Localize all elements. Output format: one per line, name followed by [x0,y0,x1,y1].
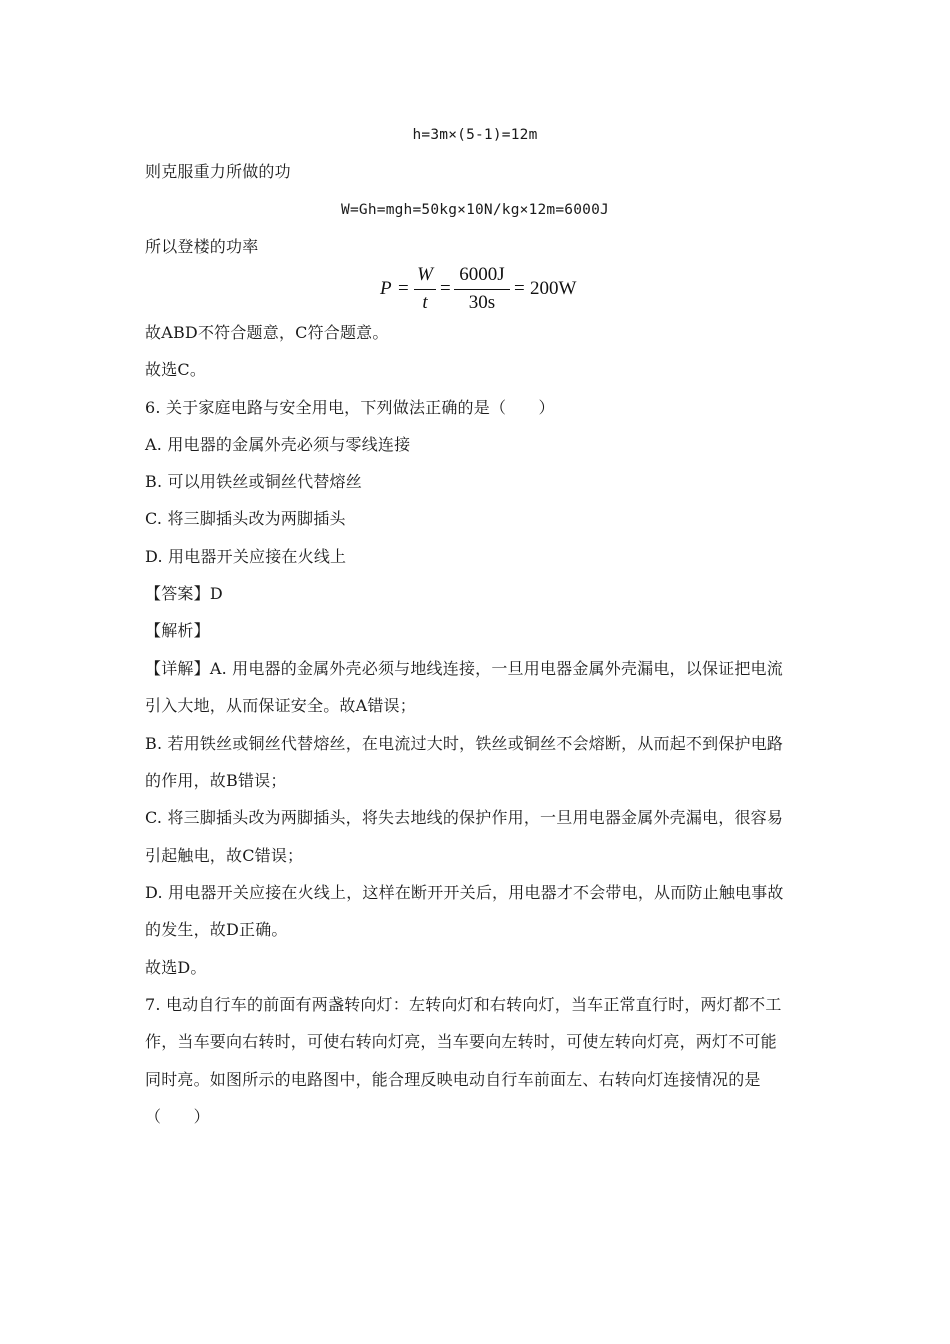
conclusion-text: 故ABD不符合题意，C符合题意。 [145,323,389,342]
question-6-option-d: D. 用电器开关应接在火线上 [145,547,347,566]
detail-line-8: 的发生，故D正确。 [145,920,288,939]
work-equation: W=Gh=mgh=50kg×10N/kg×12m=6000J [341,202,609,218]
question-6-option-a: A. 用电器的金属外壳必须与零线连接 [145,435,411,454]
question-7-stem-2: 作，当车要向右转时，可使右转向灯亮，当车要向左转时，可使左转向灯亮，两灯不可能 [145,1032,777,1051]
answer-line [145,584,815,604]
power-intro: 所以登楼的功率 [145,237,259,256]
question-6-stem: 6. 关于家庭电路与安全用电，下列做法正确的是（ ） [145,398,555,417]
question-6-option-b: B. 可以用铁丝或铜丝代替熔丝 [145,472,362,491]
fraction-denominator: 30s [468,292,496,313]
detail-line-2: 引入大地，从而保证安全。故A错误； [145,696,416,715]
question-7-stem-4: （ ） [145,1107,210,1126]
answer-tag: 【答案】 [145,584,210,603]
fraction-bar-1 [414,289,436,290]
formula-equals-2: = [440,278,451,299]
detail-line-5: C. 将三脚插头改为两脚插头，将失去地线的保护作用，一旦用电器金属外壳漏电，很容易 [145,808,784,827]
detail-line-4: 的作用，故B错误； [145,771,287,790]
choice-c-text: 故选C。 [145,360,207,379]
question-7-stem-1: 7. 电动自行车的前面有两盏转向灯：左转向灯和右转向灯，当车正常直行时，两灯都不工 [145,995,782,1014]
fraction-bar-2 [454,289,510,290]
question-6-option-c: C. 将三脚插头改为两脚插头 [145,509,346,528]
fraction-w-over-t [414,264,436,314]
choice-d-text: 故选D。 [145,958,207,977]
formula-p: P [380,278,392,299]
detail-line-1 [145,659,815,679]
fraction-value [454,264,510,314]
height-equation: h=3m×(5-1)=12m [412,127,538,143]
question-7-stem-3: 同时亮。如图所示的电路图中，能合理反映电动自行车前面左、右转向灯连接情况的是 [145,1070,761,1089]
work-intro: 则克服重力所做的功 [145,162,291,181]
formula-equals-1: = [398,278,409,299]
answer-value: D [209,584,223,603]
analysis-tag: 【解析】 [145,621,210,640]
detail-line-6: 引起触电，故C错误； [145,846,304,865]
detail-line-7: D. 用电器开关应接在火线上，这样在断开开关后，用电器才不会带电，从而防止触电事故 [145,883,784,902]
fraction-w: W [417,264,433,285]
detail-line-3: B. 若用铁丝或铜丝代替熔丝，在电流过大时，铁丝或铜丝不会熔断，从而起不到保护电路 [145,734,784,753]
detail-tag: 【详解】 [145,659,210,678]
fraction-numerator: 6000J [459,264,505,285]
formula-equals-3: = [514,278,525,299]
fraction-t: t [422,292,428,313]
detail-text-1: A. 用电器的金属外壳必须与地线连接，一旦用电器金属外壳漏电，以保证把电流 [209,659,783,678]
power-formula [380,264,640,320]
formula-result: 200W [530,278,577,299]
